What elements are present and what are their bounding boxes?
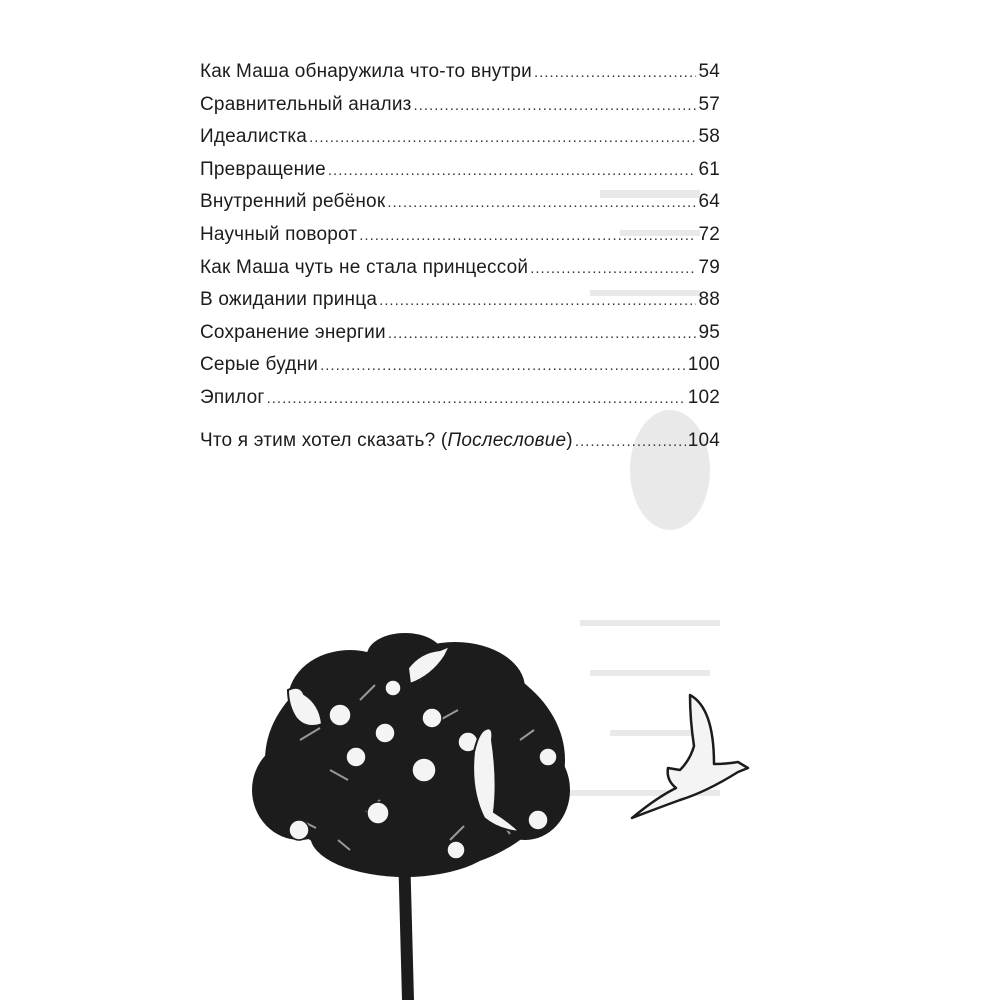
toc-entry-title: Научный поворот [200, 223, 358, 245]
toc-entry-title: В ожидании принца [200, 289, 378, 311]
toc-entry-title: Идеалистка [200, 126, 308, 148]
afterword-title-close: ) [566, 429, 573, 451]
toc-entry-page: 57 [698, 93, 720, 115]
afterword-title-text: Что я этим хотел сказать? ( [200, 429, 448, 451]
toc-entry-page: 79 [698, 256, 720, 278]
toc-entry-page: 58 [698, 126, 720, 148]
toc-entry-page: 95 [698, 321, 720, 343]
toc-entry-title: Серые будни [200, 354, 319, 376]
toc-entry-title: Сравнительный анализ [200, 93, 412, 115]
toc-entry-title: Как Маша чуть не стала принцессой [200, 256, 529, 278]
toc-entry-title: Внутренний ребёнок [200, 191, 386, 213]
afterword-title-italic: Послесловие [447, 429, 567, 451]
toc-entry-page: 88 [698, 289, 720, 311]
tree-with-birds-icon [252, 633, 570, 1000]
toc-entry-page: 100 [687, 354, 720, 376]
toc-entry-title: Превращение [200, 158, 326, 180]
toc-entry-page: 72 [698, 223, 720, 245]
toc-entry-page: 104 [687, 429, 720, 451]
toc-entry-page: 54 [698, 61, 720, 82]
toc-entry-title: Эпилог [200, 386, 265, 408]
toc-entry-page: 61 [698, 158, 720, 180]
toc-entry-title: Как Маша обнаружила что-то внутри [200, 61, 532, 82]
toc-entry-page: 64 [698, 191, 720, 213]
flying-bird-icon [632, 695, 748, 818]
toc-entry-title: Сохранение энергии [200, 321, 386, 343]
toc-entry-page: 102 [687, 386, 720, 408]
